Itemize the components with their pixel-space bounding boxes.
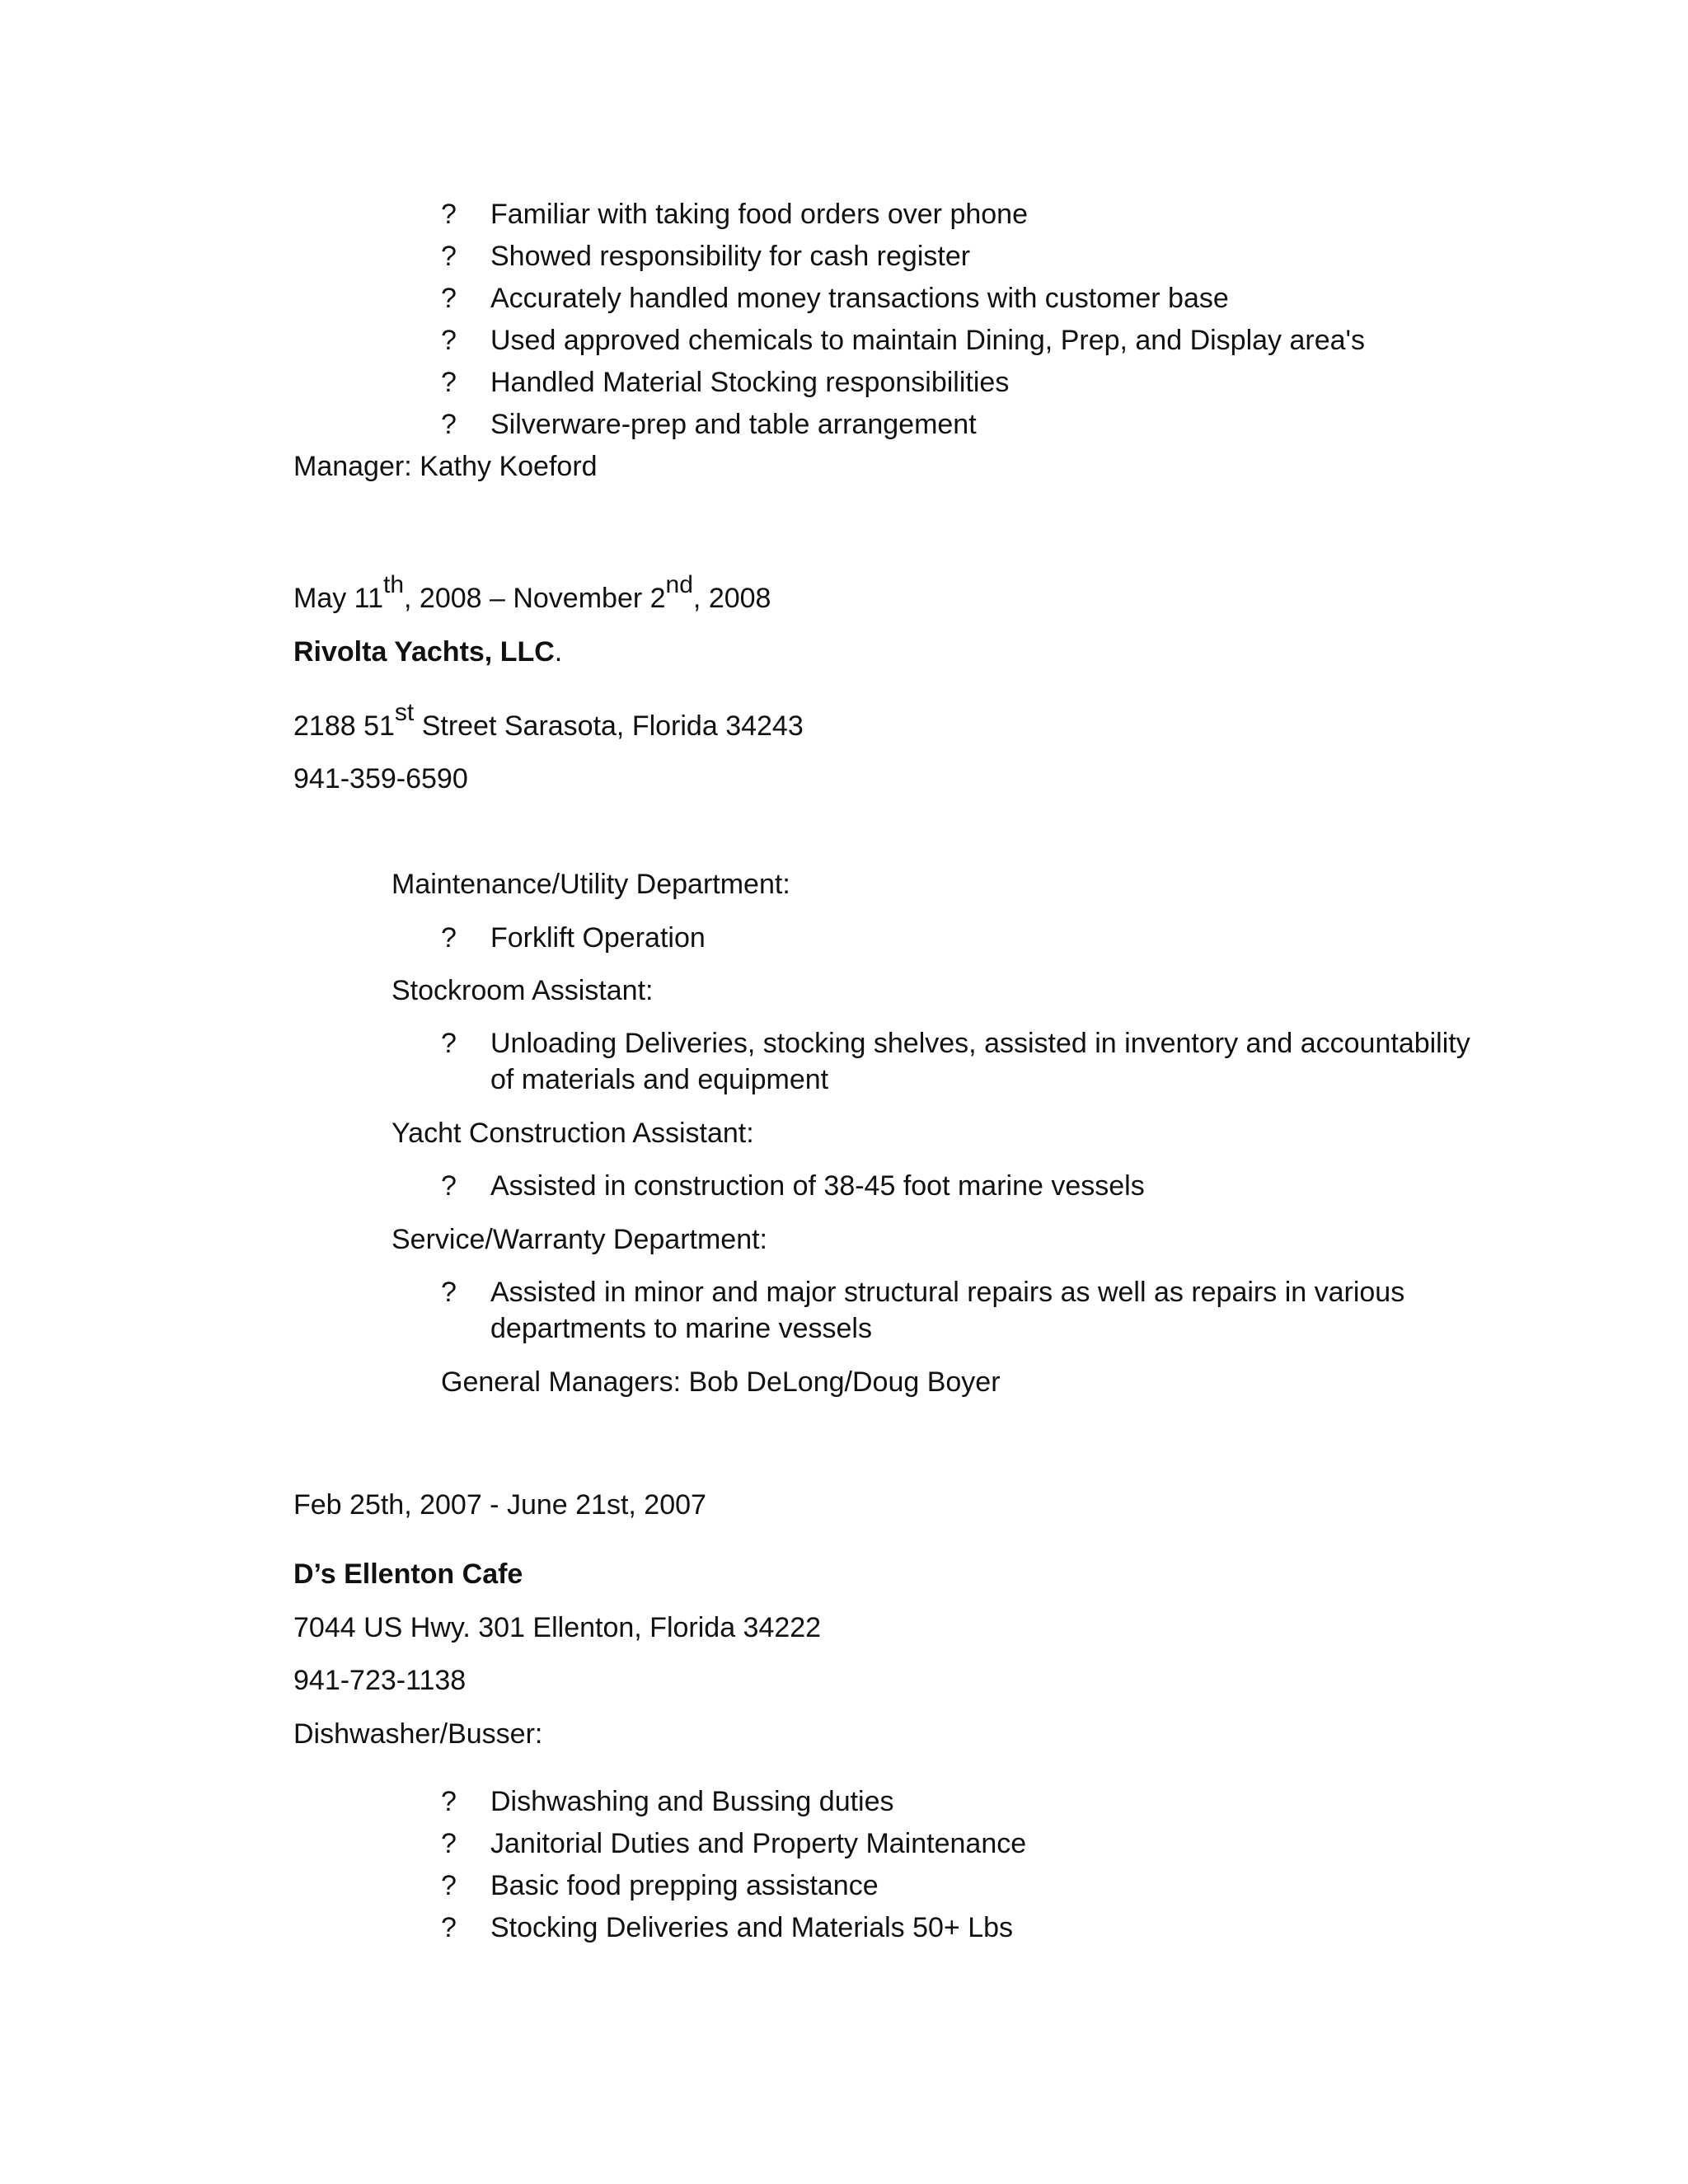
- list-item-text: Assisted in construction of 38-45 foot marine vessels: [490, 1170, 1145, 1202]
- list-item-text: Showed responsibility for cash register: [490, 241, 971, 272]
- company-name: D’s Ellenton Cafe: [293, 1558, 523, 1590]
- list-item-text: Forklift Operation: [490, 922, 706, 954]
- bullet-marker: ?: [441, 1828, 457, 1859]
- list-item-text: Accurately handled money transactions with customer base: [490, 283, 1229, 314]
- bullet-marker: ?: [441, 283, 457, 314]
- list-item-text: Handled Material Stocking responsibilities: [490, 367, 1010, 398]
- list-item-text: Used approved chemicals to maintain Dining, Prep, and Display area's: [490, 325, 1366, 356]
- bullet-marker: ?: [441, 325, 457, 356]
- company-name: [293, 634, 562, 670]
- bullet-marker: ?: [441, 1786, 457, 1817]
- list-item-text: Janitorial Duties and Property Maintenance: [490, 1828, 1027, 1859]
- address-number: 2188 51: [293, 710, 395, 742]
- department-title: Yacht Construction Assistant:: [392, 1118, 754, 1149]
- list-item-text: Silverware-prep and table arrangement: [490, 409, 977, 440]
- start-date-ordinal: th: [382, 571, 405, 598]
- bullet-marker: ?: [441, 367, 457, 398]
- department-title: Stockroom Assistant:: [392, 975, 654, 1006]
- manager-line: Manager: Kathy Koeford: [293, 451, 598, 482]
- department-title: Service/Warranty Department:: [392, 1224, 767, 1255]
- bullet-marker: ?: [441, 1170, 457, 1202]
- company-address: 7044 US Hwy. 301 Ellenton, Florida 34222: [293, 1612, 822, 1643]
- address-ordinal: st: [394, 699, 415, 726]
- company-phone: 941-723-1138: [293, 1665, 467, 1696]
- bullet-marker: ?: [441, 241, 457, 272]
- company-phone: 941-359-6590: [293, 763, 468, 794]
- bullet-marker: ?: [441, 1870, 457, 1901]
- bullet-marker: ?: [441, 409, 457, 440]
- role-title: Dishwasher/Busser:: [293, 1718, 543, 1750]
- end-date-text: , 2008: [692, 583, 771, 614]
- list-item-text: Unloading Deliveries, stocking shelves, assisted in inventory and accountability of materials and equipment: [490, 1028, 1470, 1095]
- employment-dates: Feb 25th, 2007 - June 21st, 2007: [293, 1489, 706, 1521]
- bullet-marker: ?: [441, 1912, 457, 1943]
- start-date-text: May 11: [293, 583, 383, 614]
- company-name-text: Rivolta Yachts, LLC: [293, 636, 555, 668]
- address-street: Street Sarasota, Florida 34243: [414, 710, 804, 742]
- list-item-text: Stocking Deliveries and Materials 50+ Lbs: [490, 1912, 1014, 1943]
- end-date-ordinal: nd: [665, 571, 693, 598]
- date-range-middle: , 2008 – November 2: [404, 583, 666, 614]
- list-item-text: Dishwashing and Bussing duties: [490, 1786, 894, 1817]
- bullet-marker: ?: [441, 199, 457, 230]
- company-name-period: .: [554, 636, 563, 668]
- employment-dates: [293, 571, 771, 616]
- list-item-text: Basic food prepping assistance: [490, 1870, 879, 1901]
- list-item-text: Assisted in minor and major structural repairs as well as repairs in various departments to marine vessels: [490, 1277, 1405, 1344]
- general-managers-line: General Managers: Bob DeLong/Doug Boyer: [441, 1366, 1001, 1398]
- bullet-marker: ?: [441, 922, 457, 954]
- bullet-marker: ?: [441, 1028, 457, 1059]
- bullet-marker: ?: [441, 1277, 457, 1308]
- department-title: Maintenance/Utility Department:: [392, 869, 790, 900]
- company-address: [293, 699, 804, 744]
- list-item-text: Familiar with taking food orders over phone: [490, 199, 1028, 230]
